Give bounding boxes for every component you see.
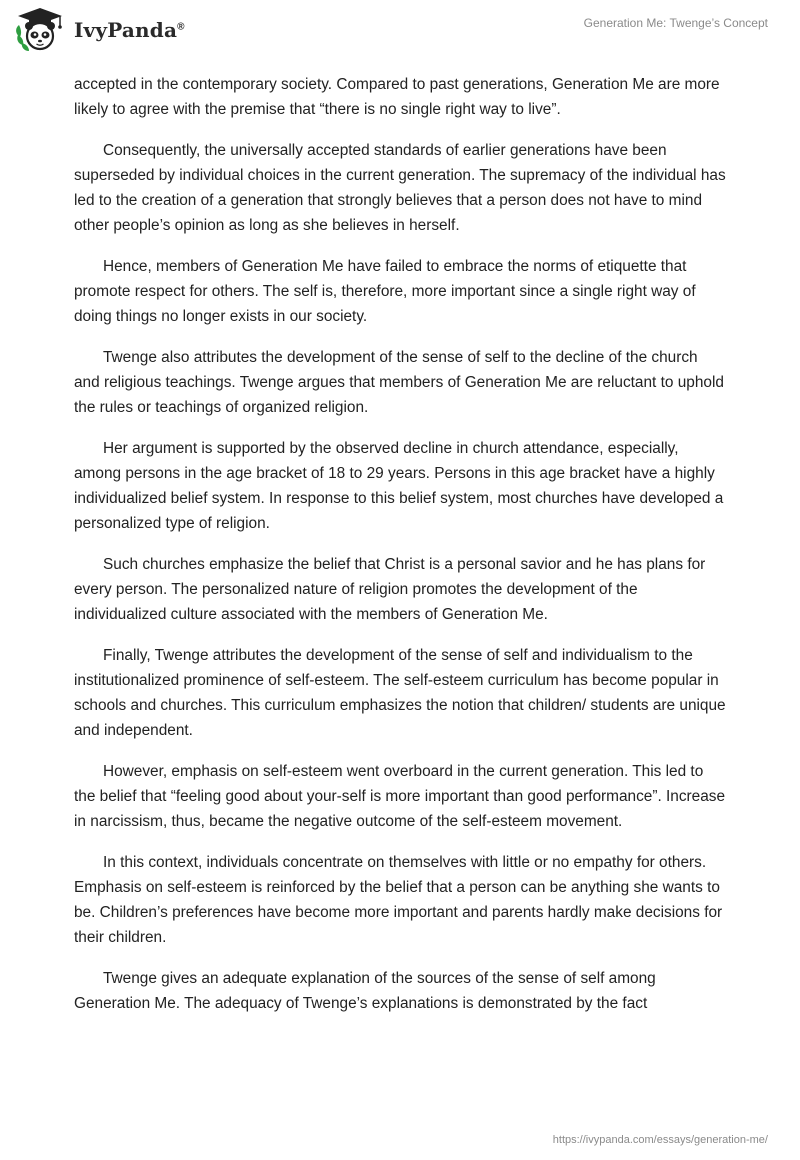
logo-name: IvyPanda bbox=[74, 18, 178, 42]
paragraph: Hence, members of Generation Me have failed to embrace the norms of etiquette that promote respect for others. The self is, therefore, more important since a single right way of doing things no longer exists in our society. bbox=[74, 258, 696, 325]
document-title: Generation Me: Twenge’s Concept bbox=[583, 16, 768, 30]
panda-graduate-icon bbox=[14, 7, 66, 53]
registered-mark: ® bbox=[177, 21, 185, 33]
paragraph: In this context, individuals concentrate on themselves with little or no empathy for others. Emphasis on self-esteem is reinforced by the belief that a person can be anything she wants to be. Children’s preferences have become more important and parents hardly make decisions for their children. bbox=[74, 854, 723, 946]
source-url[interactable]: https://ivypanda.com/essays/generation-me/ bbox=[552, 1134, 768, 1146]
paragraph: Finally, Twenge attributes the development of the sense of self and individualism to the institutionalized prominence of self-esteem. The self-esteem curriculum has become popular in schools and churches. This curriculum emphasizes the notion that children/ students are unique and independent. bbox=[74, 647, 726, 739]
paragraph: Twenge gives an adequate explanation of the sources of the sense of self among Generation Me. The adequacy of Twenge’s explanations is demonstrated by the fact bbox=[74, 970, 656, 1012]
paragraph: Twenge also attributes the development of the sense of self to the decline of the church and religious teachings. Twenge argues that members of Generation Me are reluctant to uphold the rules or teachings of organized religion. bbox=[74, 349, 724, 416]
paragraph: accepted in the contemporary society. Compared to past generations, Generation Me are more likely to agree with the premise that “there is no single right way to live”. bbox=[74, 76, 720, 118]
paragraph: Her argument is supported by the observed decline in church attendance, especially, among persons in the age bracket of 18 to 29 years. Persons in this age bracket have a highly individualized belief system. In response to this belief system, most churches have developed a personalized type of religion. bbox=[74, 440, 724, 532]
paragraph: Consequently, the universally accepted standards of earlier generations have been superseded by individual choices in the current generation. The supremacy of the individual has led to the creation of a generation that strongly believes that a person does not have to mind other people’s opinion as long as she believes in herself. bbox=[74, 142, 726, 234]
page-header bbox=[0, 0, 800, 62]
essay-body bbox=[74, 72, 726, 1032]
paragraph: However, emphasis on self-esteem went overboard in the current generation. This led to the belief that “feeling good about your-self is more important than good performance”. Increase in narcissism, thus, became the negative outcome of the self-esteem movement. bbox=[74, 763, 726, 830]
paragraph: Such churches emphasize the belief that Christ is a personal savior and he has plans for every person. The personalized nature of religion promotes the development of the individualized culture associated with the members of Generation Me. bbox=[74, 556, 706, 623]
logo[interactable] bbox=[14, 8, 185, 52]
logo-wordmark bbox=[74, 18, 185, 42]
